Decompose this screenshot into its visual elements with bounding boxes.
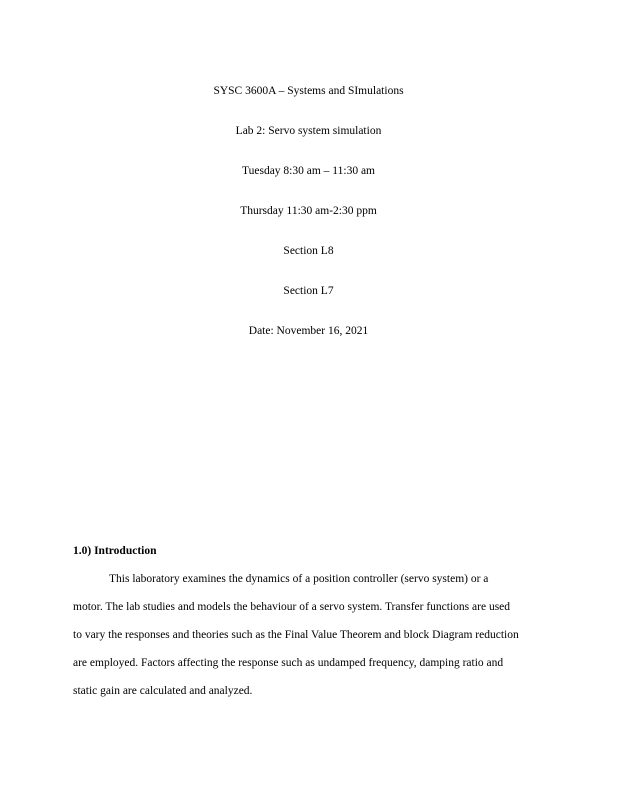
lab-title: Lab 2: Servo system simulation <box>235 125 382 137</box>
introduction-section <box>73 544 553 697</box>
introduction-line-1: This laboratory examines the dynamics of a position controller (servo system) or a <box>109 573 489 585</box>
introduction-line-3: to vary the responses and theories such as the Final Value Theorem and block Diagram reduction <box>73 629 519 641</box>
course-title: SYSC 3600A – Systems and SImulations <box>213 85 404 97</box>
introduction-heading: 1.0) Introduction <box>73 545 157 557</box>
title-block <box>0 84 617 364</box>
lab-time-tuesday: Tuesday 8:30 am – 11:30 am <box>242 165 375 177</box>
section-l8: Section L8 <box>283 245 334 257</box>
report-date: Date: November 16, 2021 <box>248 325 369 337</box>
introduction-line-4: are employed. Factors affecting the response such as undamped frequency, damping ratio and <box>73 657 504 669</box>
introduction-line-2: motor. The lab studies and models the behaviour of a servo system. Transfer functions are used <box>73 601 511 613</box>
lab-time-thursday: Thursday 11:30 am-2:30 ppm <box>240 205 377 217</box>
introduction-line-5: static gain are calculated and analyzed. <box>73 685 253 697</box>
section-l7: Section L7 <box>283 285 334 297</box>
